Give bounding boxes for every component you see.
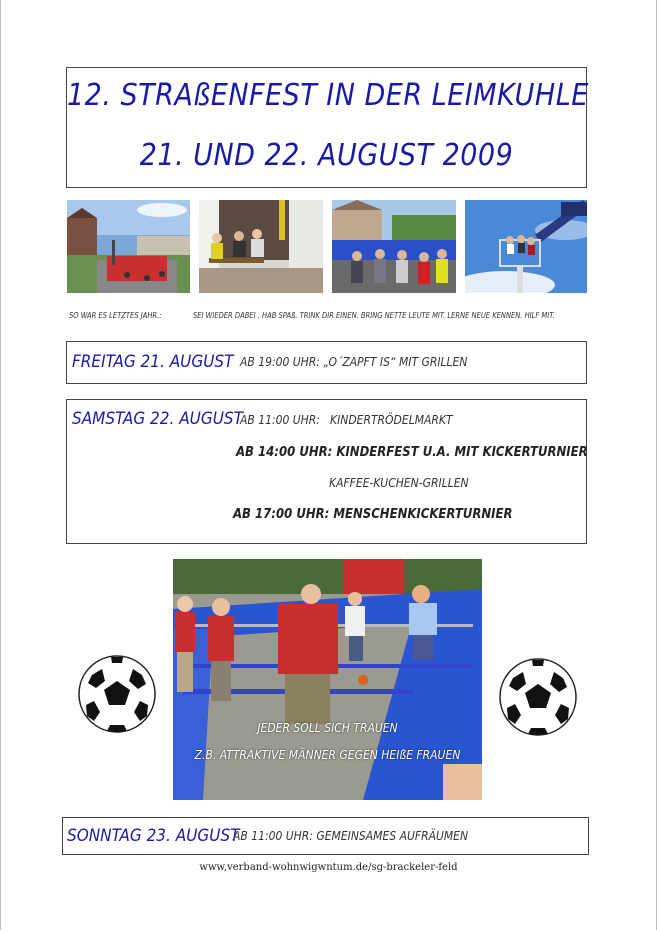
saturday-line1-time: AB 11:00 UHR: [240, 413, 320, 427]
photo-street-scene [67, 200, 190, 293]
saturday-line1-event: KINDERTRÖDELMARKT [330, 413, 453, 427]
saturday-day-label: SAMSTAG 22. AUGUST [72, 409, 243, 429]
soccer-ball-left-icon [78, 655, 156, 733]
photo-strip-caption-left: SO WAR ES LETZTES JAHR.: [69, 311, 162, 320]
photo-crowd [332, 200, 456, 293]
main-photo-caption-line1: JEDER SOLL SICH TRAUEN [257, 721, 398, 735]
sunday-box [62, 817, 589, 855]
saturday-box [66, 399, 587, 544]
saturday-line3: KAFFEE-KUCHEN-GRILLEN [329, 476, 469, 490]
main-photo-caption-line2: Z.B. ATTRAKTIVE MÄNNER GEGEN HEIßE FRAUEN [194, 748, 461, 762]
title-line-2: 21. UND 22. AUGUST 2009 [139, 138, 514, 173]
saturday-line2: AB 14:00 UHR: KINDERFEST U.A. MIT KICKERTURNIER [236, 445, 588, 460]
main-photo-human-kicker [173, 559, 482, 800]
sunday-day-label: SONNTAG 23. AUGUST [67, 826, 240, 846]
friday-box [66, 341, 587, 384]
saturday-line4: AB 17:00 UHR: MENSCHENKICKERTURNIER [233, 507, 513, 522]
title-line-1: 12. STRAßENFEST IN DER LEIMKUHLE [67, 78, 589, 113]
soccer-ball-right-icon [499, 658, 577, 736]
friday-event: AB 19:00 UHR: „O´ZAPFT IS“ MIT GRILLEN [240, 355, 468, 369]
photo-kiosk [199, 200, 323, 293]
photo-strip-caption-right: SEI WIEDER DABEI . HAB SPAß. TRINK DIR EINEN. BRING NETTE LEUTE MIT. LERNE NEUE KENNEN. HILF MIT. [193, 311, 555, 320]
title-box [66, 67, 587, 188]
photo-crane-lift [465, 200, 587, 293]
footer-url: www,verband-wohnwigwntum.de/sg-brackeler-feld [199, 862, 458, 873]
friday-day-label: FREITAG 21. AUGUST [72, 352, 234, 372]
sunday-event: AB 11:00 UHR: GEMEINSAMES AUFRÄUMEN [233, 829, 469, 843]
